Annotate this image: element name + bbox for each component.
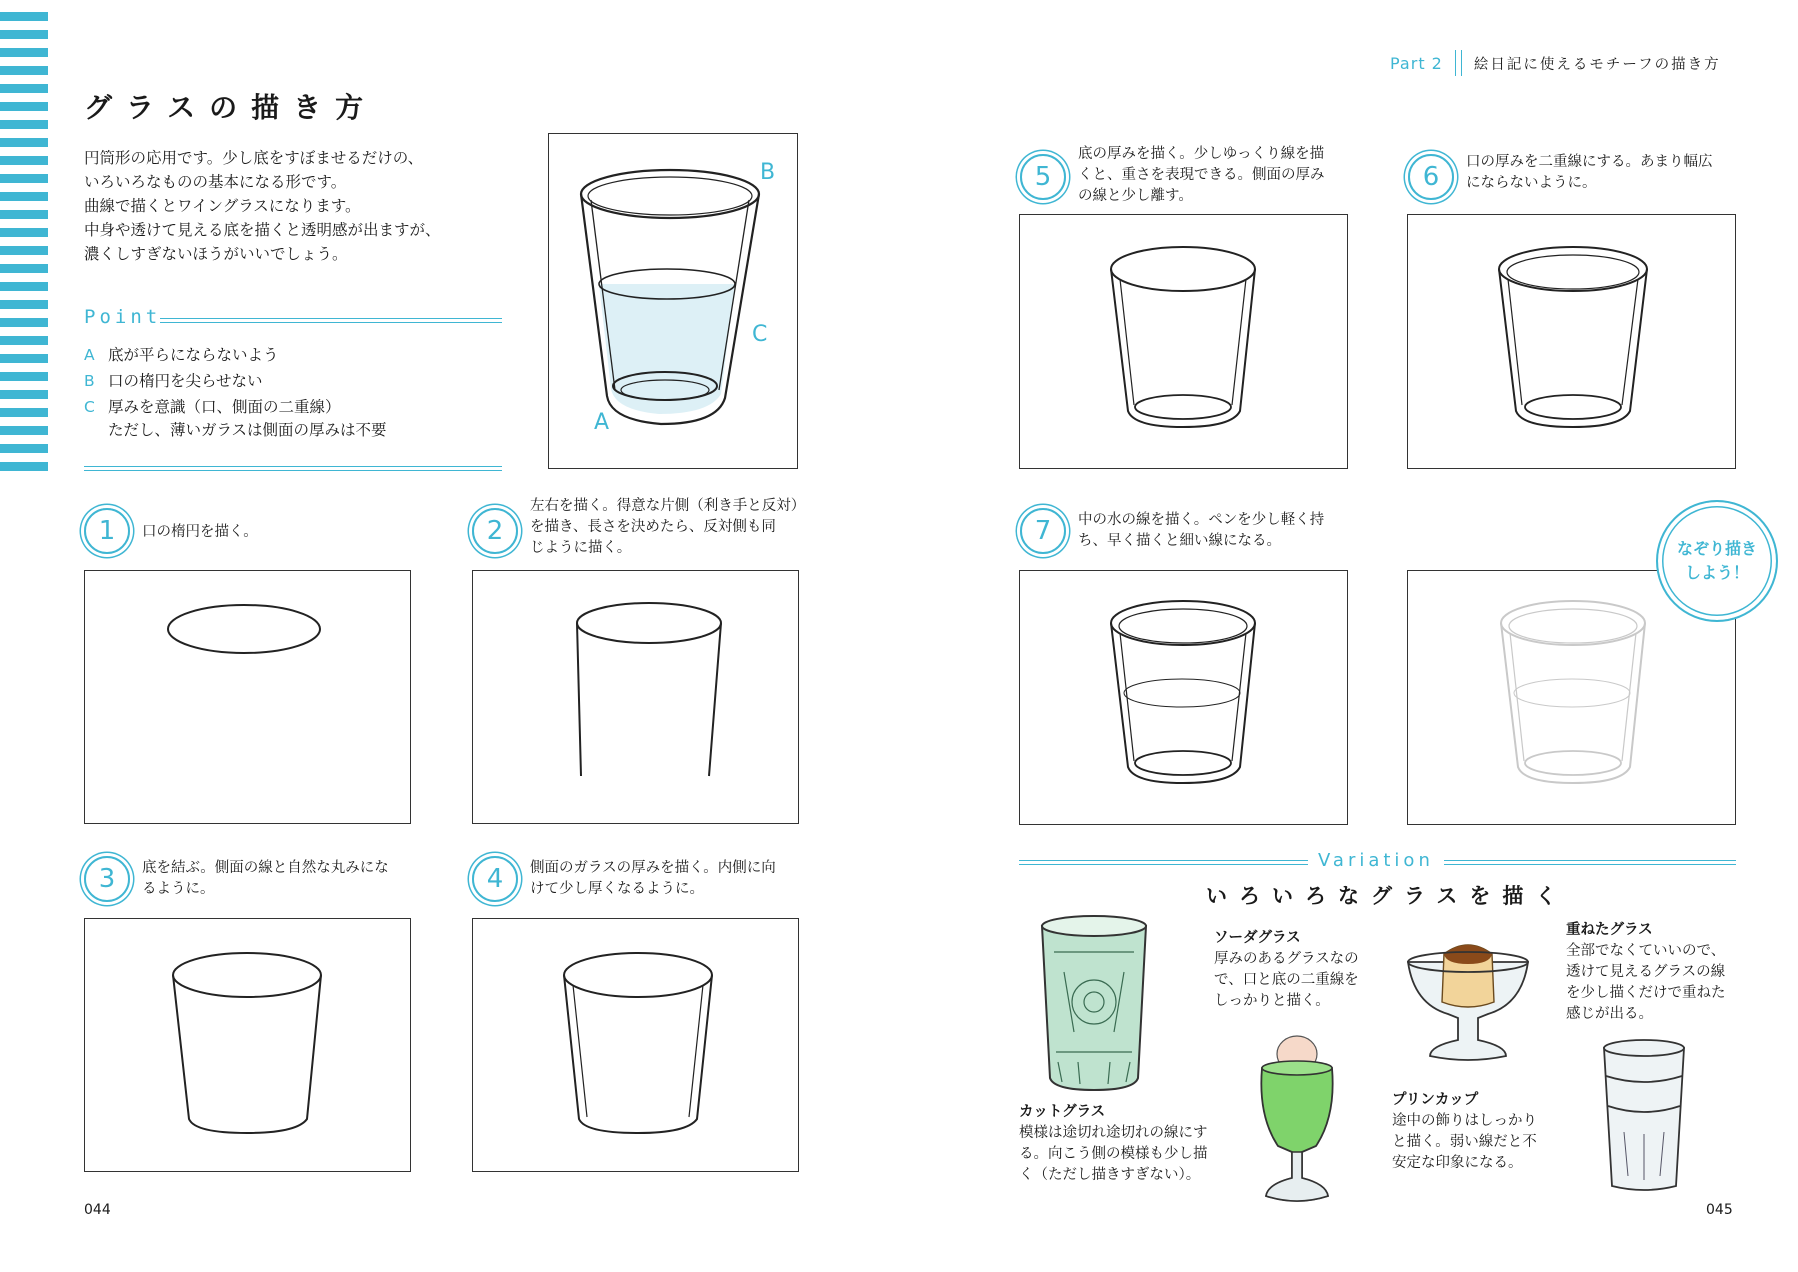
step-5-figure <box>1019 214 1348 469</box>
glass-bottom-sketch <box>85 919 409 1170</box>
point-item <box>84 394 387 420</box>
variation-item-line: く（ただし描きすぎない）。 <box>1019 1167 1201 1183</box>
step-line: くと、重さを表現できる。側面の厚み <box>1078 167 1325 183</box>
header-separator <box>1455 50 1462 76</box>
variation-item-line: 安定な印象になる。 <box>1392 1155 1523 1171</box>
intro-line: 濃くしすぎないほうがいいでしょう。 <box>84 245 348 263</box>
variation-item-line: 模様は途切れ途切れの線にす <box>1019 1125 1208 1141</box>
step-line: じように描く。 <box>530 540 632 556</box>
variation-item-line: 厚みのあるグラスなの <box>1214 951 1359 967</box>
edge-stripes <box>0 12 48 472</box>
point-list <box>84 342 387 440</box>
point-letter: C <box>84 398 95 416</box>
point-bottom-rule <box>84 466 502 471</box>
page-number-left: 044 <box>84 1202 111 1218</box>
glass-rim-sketch <box>1408 215 1734 467</box>
step-line: の線と少し離す。 <box>1078 188 1193 204</box>
intro-line: 中身や透けて見える底を描くと透明感が出ますが、 <box>84 221 441 239</box>
cut-glass-icon <box>1034 912 1154 1094</box>
step-line: るように。 <box>142 881 215 897</box>
step-number-7: 7 <box>1020 508 1066 554</box>
variation-item-line: を少し描くだけで重ねた <box>1566 985 1726 1001</box>
step-7-figure <box>1019 570 1348 825</box>
step-number-6: 6 <box>1408 154 1454 200</box>
point-letter: A <box>84 346 95 364</box>
point-item <box>84 368 387 394</box>
page-number-right: 045 <box>1706 1202 1733 1218</box>
step-line: 口の楕円を描く。 <box>142 524 258 540</box>
variation-item-line: 透けて見えるグラスの線 <box>1566 964 1726 980</box>
chapter-subtitle: 絵日記に使えるモチーフの描き方 <box>1473 56 1721 73</box>
step-number-1: 1 <box>84 508 130 554</box>
variation-item-name: ソーダグラス <box>1214 930 1301 946</box>
step-3-text <box>142 858 389 900</box>
soda-glass-illustration <box>1252 1028 1342 1206</box>
ellipse-sketch <box>85 571 409 822</box>
trace-badge-line: しよう！ <box>1684 563 1749 582</box>
variation-title: いろいろなグラスを描く <box>1206 884 1569 908</box>
step-line: にならないように。 <box>1466 175 1597 191</box>
variation-item-name: プリンカップ <box>1392 1092 1479 1108</box>
variation-item-name: 重ねたグラス <box>1566 922 1653 938</box>
glass-base-thickness-sketch <box>1020 215 1346 467</box>
step-number-4: 4 <box>472 856 518 902</box>
step-3-figure <box>84 918 411 1172</box>
variation-item-soda-glass <box>1214 928 1359 1012</box>
step-4-text <box>530 858 776 900</box>
variation-item-stacked-glasses <box>1566 920 1726 1025</box>
figure-label-b: B <box>760 160 776 185</box>
step-line: 左右を描く。得意な片側（利き手と反対） <box>530 498 806 514</box>
point-text: 厚みを意識（口、側面の二重線） <box>108 398 341 416</box>
glass-thickness-sketch <box>473 919 797 1170</box>
page-title: グラスの描き方 <box>84 91 378 124</box>
step-line: 口の厚みを二重線にする。あまり幅広 <box>1466 154 1713 170</box>
step-number-2: 2 <box>472 508 518 554</box>
intro-line: 円筒形の応用です。少し底をすぼませるだけの、 <box>84 149 424 167</box>
intro-line: 曲線で描くとワイングラスになります。 <box>84 197 361 215</box>
variation-item-line: 全部でなくていいので、 <box>1566 943 1726 959</box>
variation-item-line: と描く。弱い線だと不 <box>1392 1134 1537 1150</box>
variation-item-line: る。向こう側の模様も少し描 <box>1019 1146 1208 1162</box>
step-line: 底を結ぶ。側面の線と自然な丸みにな <box>142 860 389 876</box>
step-line: けて少し厚くなるように。 <box>530 881 704 897</box>
part-label: Part 2 <box>1390 53 1443 73</box>
variation-item-pudding-cup <box>1392 1090 1537 1174</box>
figure-label-c: C <box>752 322 768 347</box>
pudding-cup-icon <box>1400 932 1536 1070</box>
stacked-glasses-icon <box>1598 1036 1690 1192</box>
trace-badge-line: なぞり描き <box>1676 539 1757 558</box>
step-line: ち、早く描くと細い線になる。 <box>1078 533 1281 549</box>
stacked-glasses-illustration <box>1598 1036 1690 1192</box>
step-line: 側面のガラスの厚みを描く。内側に向 <box>530 860 776 876</box>
step-line: 底の厚みを描く。少しゆっくり線を描 <box>1078 146 1325 162</box>
step-line: を描き、長さを決めたら、反対側も同 <box>530 519 776 535</box>
step-4-figure <box>472 918 799 1172</box>
step-6-text <box>1466 152 1713 194</box>
variation-item-line: で、口と底の二重線を <box>1214 972 1359 988</box>
point-item <box>84 342 387 368</box>
step-2-text <box>530 496 805 559</box>
step-2-figure <box>472 570 799 824</box>
variation-item-line: 感じが出る。 <box>1566 1006 1653 1022</box>
step-1-text <box>142 522 258 543</box>
variation-item-cut-glass <box>1019 1102 1208 1186</box>
trace-badge <box>1656 500 1778 622</box>
variation-label: Variation <box>1308 850 1444 871</box>
cut-glass-illustration <box>1034 912 1154 1094</box>
variation-item-line: 途中の飾りはしっかり <box>1392 1113 1537 1129</box>
point-text: 口の楕円を尖らせない <box>108 372 263 390</box>
variation-item-name: カットグラス <box>1019 1104 1106 1120</box>
step-number-3: 3 <box>84 856 130 902</box>
running-header <box>1390 50 1721 76</box>
intro-text <box>84 146 441 266</box>
point-letter: B <box>84 372 95 390</box>
step-line: 中の水の線を描く。ペンを少し軽く持 <box>1078 512 1325 528</box>
step-5-text <box>1078 144 1325 207</box>
point-text: ただし、薄いガラスは側面の厚みは不要 <box>108 421 387 439</box>
step-6-figure <box>1407 214 1736 469</box>
step-number-5: 5 <box>1020 154 1066 200</box>
point-item-continued <box>84 420 387 440</box>
point-rule <box>160 318 502 323</box>
soda-glass-icon <box>1252 1028 1342 1206</box>
point-heading: Point <box>84 306 162 328</box>
step-7-text <box>1078 510 1324 552</box>
step-1-figure <box>84 570 411 824</box>
water-glass-illustration <box>549 134 796 467</box>
glass-water-line-sketch <box>1020 571 1346 823</box>
pudding-cup-illustration <box>1400 932 1536 1070</box>
glass-sides-sketch <box>473 571 797 822</box>
point-text: 底が平らにならないよう <box>108 346 279 364</box>
intro-line: いろいろなものの基本になる形です。 <box>84 173 347 191</box>
variation-item-line: しっかりと描く。 <box>1214 993 1330 1009</box>
figure-label-a: A <box>594 410 610 435</box>
